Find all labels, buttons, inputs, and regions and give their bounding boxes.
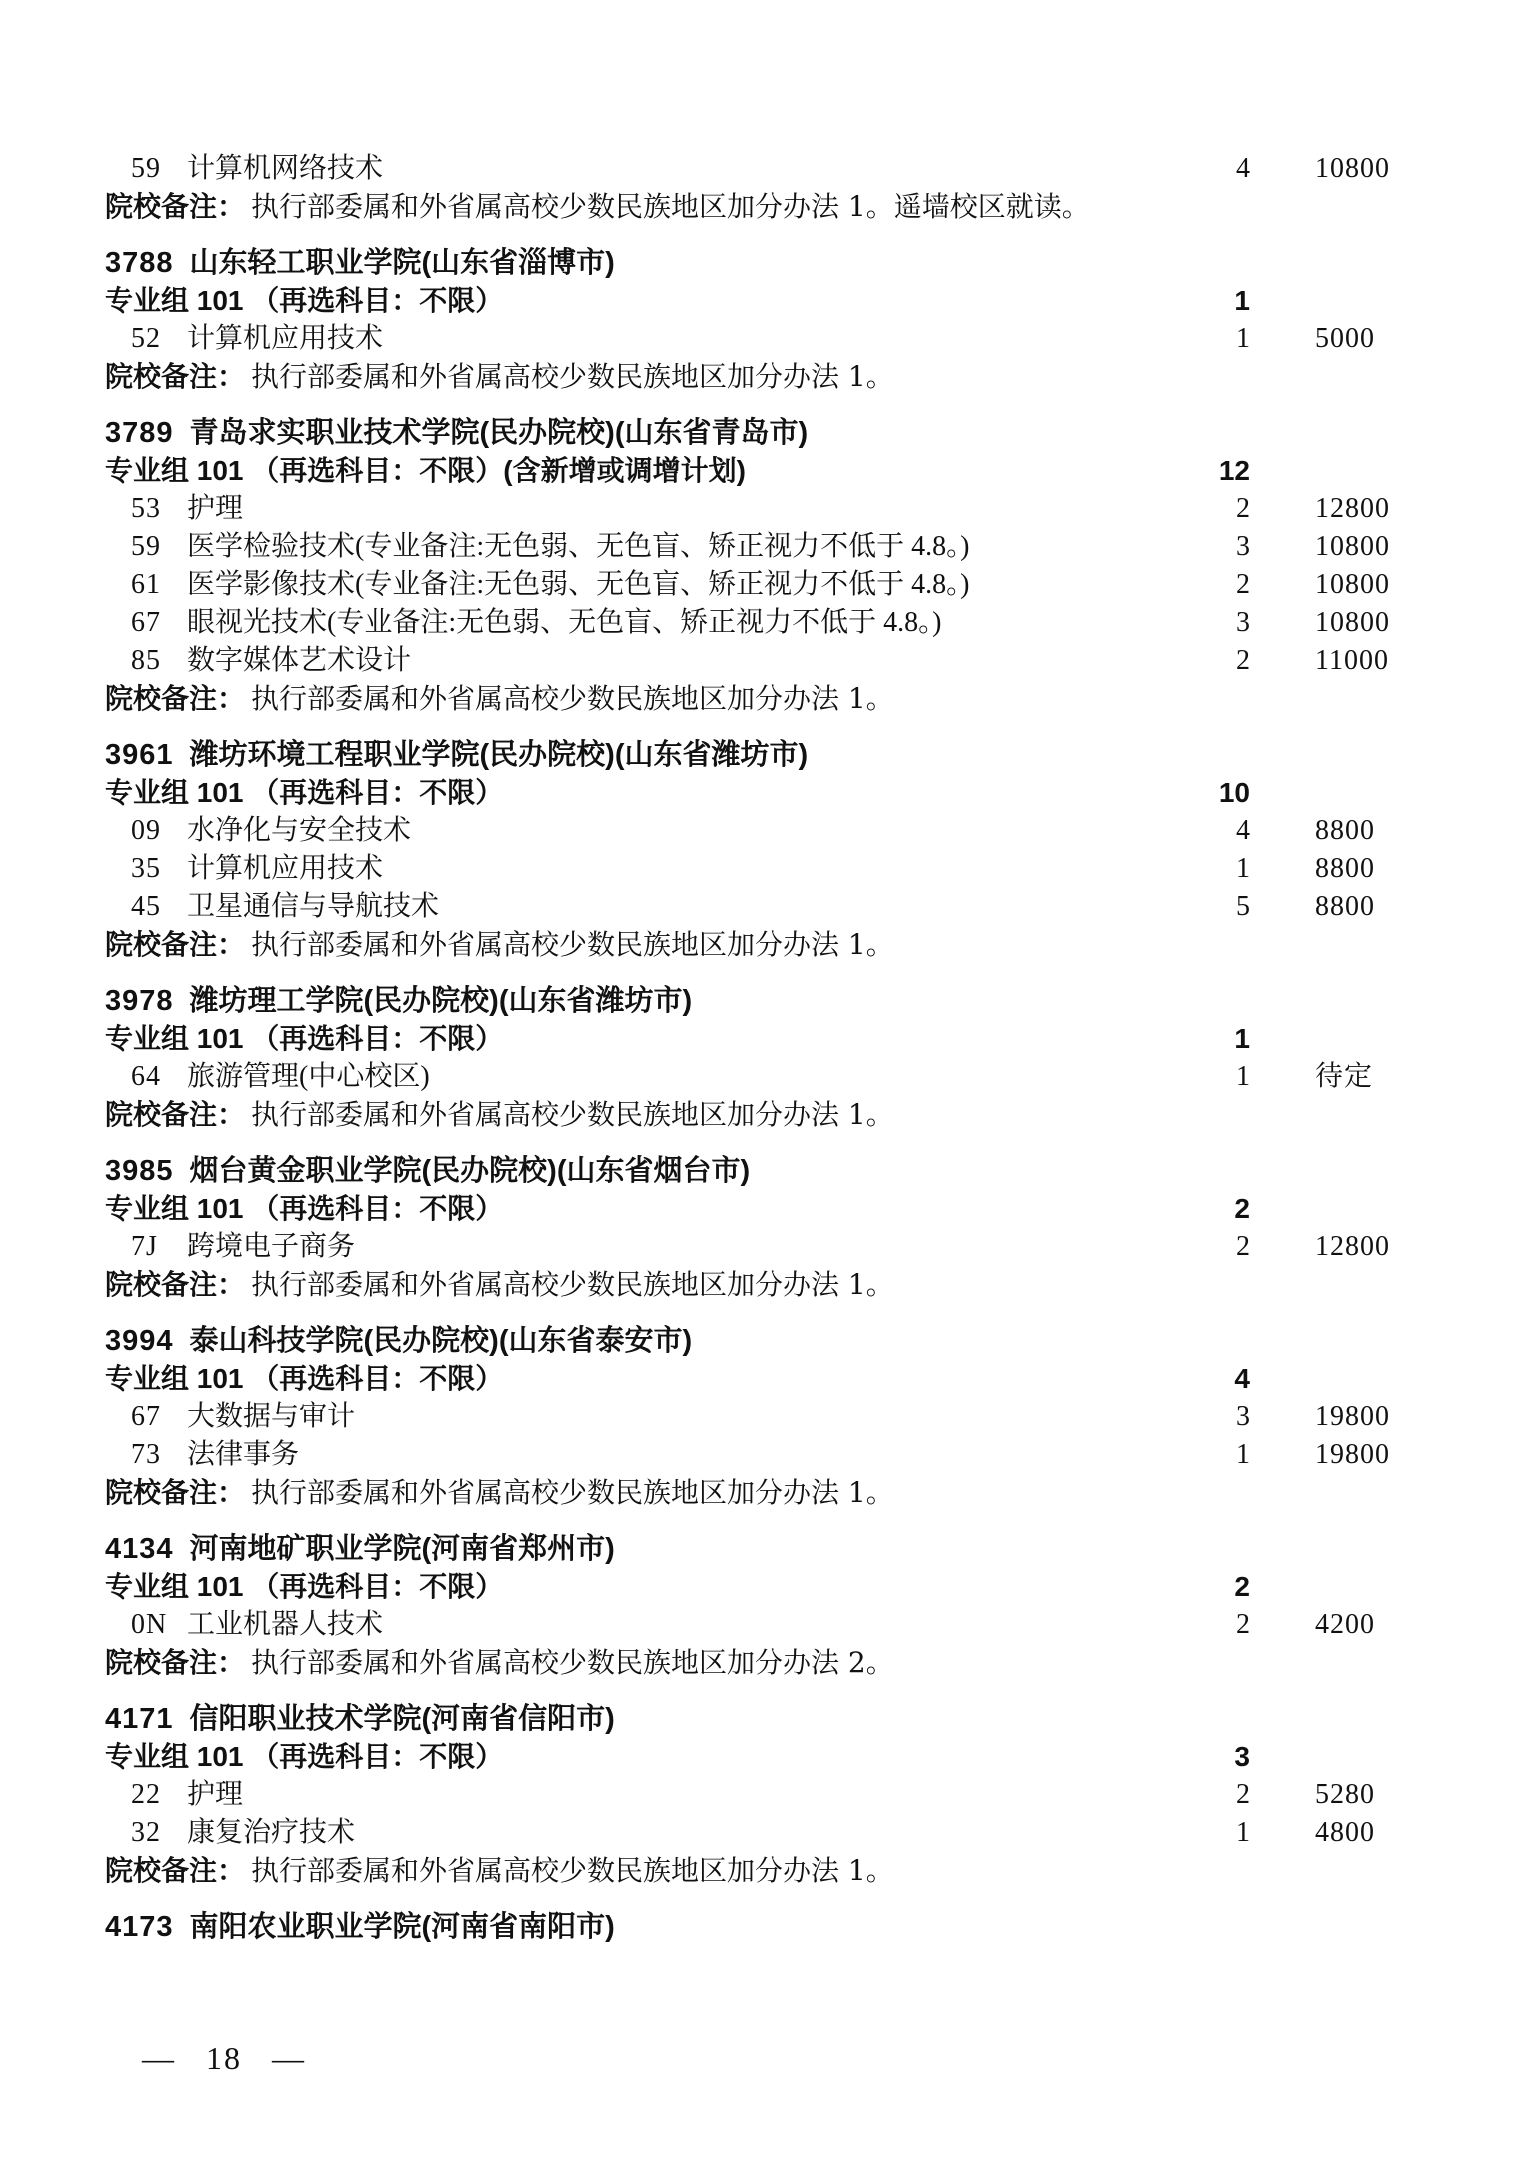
note-label: 院校备注： xyxy=(105,191,246,222)
note-text: 执行部委属和外省属高校少数民族地区加分办法 2。 xyxy=(251,1646,894,1679)
major-row xyxy=(105,320,1427,358)
major-row xyxy=(105,1814,1427,1852)
major-fee: 11000 xyxy=(1315,645,1389,676)
institution-code: 3994 xyxy=(105,1325,174,1357)
note-text: 执行部委属和外省属高校少数民族地区加分办法 1。 xyxy=(251,1098,894,1131)
major-group-row xyxy=(105,282,1427,320)
major-count: 1 xyxy=(1236,1439,1250,1470)
major-code: 7J xyxy=(131,1231,158,1262)
note-label: 院校备注： xyxy=(105,361,246,392)
major-name: 护理 xyxy=(187,1779,244,1810)
institution-section xyxy=(105,150,1427,226)
institution-code: 4171 xyxy=(105,1703,174,1735)
institution-note-row xyxy=(105,358,1427,396)
major-count: 2 xyxy=(1236,645,1250,676)
institution-note-row xyxy=(105,680,1427,718)
major-name: 计算机网络技术 xyxy=(187,153,384,184)
major-group-label: 专业组 101 （再选科目：不限） xyxy=(105,285,504,316)
note-label: 院校备注： xyxy=(105,1099,246,1130)
note-label: 院校备注： xyxy=(105,1647,246,1678)
major-group-row xyxy=(105,1020,1427,1058)
institution-name: 山东轻工职业学院(山东省淄博市) xyxy=(189,247,615,279)
institution-header-row xyxy=(105,736,1427,774)
major-count: 4 xyxy=(1236,815,1250,846)
institution-note-row xyxy=(105,926,1427,964)
major-code: 73 xyxy=(131,1439,161,1470)
institution-section xyxy=(105,1700,1427,1890)
major-group-row xyxy=(105,452,1427,490)
major-group-count: 12 xyxy=(1218,455,1250,486)
major-count: 2 xyxy=(1236,1779,1250,1810)
major-name: 康复治疗技术 xyxy=(187,1817,356,1848)
major-count: 2 xyxy=(1236,569,1250,600)
major-code: 59 xyxy=(131,153,161,184)
major-group-label: 专业组 101 （再选科目：不限） xyxy=(105,1363,504,1394)
major-fee: 10800 xyxy=(1315,607,1390,638)
major-count: 4 xyxy=(1236,153,1250,184)
institution-section xyxy=(105,1152,1427,1304)
institution-header-row xyxy=(105,414,1427,452)
major-code: 61 xyxy=(131,569,161,600)
major-code: 32 xyxy=(131,1817,161,1848)
major-name: 工业机器人技术 xyxy=(187,1609,384,1640)
major-name: 眼视光技术(专业备注:无色弱、无色盲、矫正视力不低于 4.8。) xyxy=(187,607,942,638)
institution-section xyxy=(105,1530,1427,1682)
major-group-row xyxy=(105,1738,1427,1776)
major-fee: 12800 xyxy=(1315,493,1390,524)
institution-name: 烟台黄金职业学院(民办院校)(山东省烟台市) xyxy=(189,1155,751,1187)
institution-header-row xyxy=(105,1152,1427,1190)
major-count: 1 xyxy=(1236,1061,1250,1092)
note-text: 执行部委属和外省属高校少数民族地区加分办法 1。 xyxy=(251,1854,894,1887)
institution-section xyxy=(105,1322,1427,1512)
major-fee: 8800 xyxy=(1315,891,1375,922)
institution-header-row xyxy=(105,1908,1427,1946)
major-row xyxy=(105,812,1427,850)
major-group-label: 专业组 101 （再选科目：不限） xyxy=(105,1571,504,1602)
note-text: 执行部委属和外省属高校少数民族地区加分办法 1。 xyxy=(251,360,894,393)
major-group-label: 专业组 101 （再选科目：不限） xyxy=(105,1023,504,1054)
major-name: 旅游管理(中心校区) xyxy=(187,1061,430,1092)
major-group-label: 专业组 101 （再选科目：不限） xyxy=(105,1193,504,1224)
note-text: 执行部委属和外省属高校少数民族地区加分办法 1。 xyxy=(251,682,894,715)
major-row xyxy=(105,1058,1427,1096)
major-group-count: 1 xyxy=(1234,1023,1250,1054)
major-fee: 待定 xyxy=(1315,1061,1374,1092)
major-code: 0N xyxy=(131,1609,168,1640)
major-fee: 19800 xyxy=(1315,1401,1390,1432)
major-code: 59 xyxy=(131,531,161,562)
major-group-count: 2 xyxy=(1234,1193,1250,1224)
major-name: 护理 xyxy=(187,493,244,524)
institution-name: 青岛求实职业技术学院(民办院校)(山东省青岛市) xyxy=(189,417,809,449)
institution-header-row xyxy=(105,1530,1427,1568)
institution-code: 3961 xyxy=(105,739,174,771)
major-code: 64 xyxy=(131,1061,161,1092)
major-name: 法律事务 xyxy=(187,1439,300,1470)
note-label: 院校备注： xyxy=(105,929,246,960)
major-group-row xyxy=(105,1568,1427,1606)
institution-name: 潍坊环境工程职业学院(民办院校)(山东省潍坊市) xyxy=(189,739,809,771)
institution-code: 3978 xyxy=(105,985,174,1017)
major-group-label: 专业组 101 （再选科目：不限）(含新增或调增计划) xyxy=(105,455,746,486)
major-count: 5 xyxy=(1236,891,1250,922)
note-label: 院校备注： xyxy=(105,683,246,714)
major-fee: 19800 xyxy=(1315,1439,1390,1470)
major-fee: 10800 xyxy=(1315,153,1390,184)
major-group-count: 2 xyxy=(1234,1571,1250,1602)
major-code: 67 xyxy=(131,1401,161,1432)
note-text: 执行部委属和外省属高校少数民族地区加分办法 1。 xyxy=(251,1476,894,1509)
major-row xyxy=(105,566,1427,604)
institution-header-row xyxy=(105,244,1427,282)
major-fee: 12800 xyxy=(1315,1231,1390,1262)
institution-header-row xyxy=(105,1700,1427,1738)
institution-name: 信阳职业技术学院(河南省信阳市) xyxy=(189,1703,615,1735)
major-code: 22 xyxy=(131,1779,161,1810)
major-code: 52 xyxy=(131,323,161,354)
major-row xyxy=(105,490,1427,528)
institution-section xyxy=(105,414,1427,718)
institution-section xyxy=(105,982,1427,1134)
note-label: 院校备注： xyxy=(105,1477,246,1508)
major-row xyxy=(105,1436,1427,1474)
institution-section xyxy=(105,736,1427,964)
major-name: 计算机应用技术 xyxy=(187,323,384,354)
major-count: 3 xyxy=(1236,531,1250,562)
institution-section xyxy=(105,244,1427,396)
institution-code: 3788 xyxy=(105,247,174,279)
major-name: 卫星通信与导航技术 xyxy=(187,891,440,922)
major-code: 45 xyxy=(131,891,161,922)
major-count: 2 xyxy=(1236,493,1250,524)
major-row xyxy=(105,1606,1427,1644)
note-label: 院校备注： xyxy=(105,1855,246,1886)
major-group-count: 4 xyxy=(1234,1363,1250,1394)
note-text: 执行部委属和外省属高校少数民族地区加分办法 1。 xyxy=(251,928,894,961)
major-row xyxy=(105,850,1427,888)
major-count: 3 xyxy=(1236,1401,1250,1432)
institution-code: 3789 xyxy=(105,417,174,449)
major-group-row xyxy=(105,774,1427,812)
institution-code: 4173 xyxy=(105,1911,174,1943)
major-fee: 10800 xyxy=(1315,569,1390,600)
major-fee: 8800 xyxy=(1315,853,1375,884)
institution-note-row xyxy=(105,188,1427,226)
major-code: 35 xyxy=(131,853,161,884)
major-row xyxy=(105,528,1427,566)
major-row xyxy=(105,1228,1427,1266)
note-label: 院校备注： xyxy=(105,1269,246,1300)
major-name: 数字媒体艺术设计 xyxy=(187,645,412,676)
institution-name: 泰山科技学院(民办院校)(山东省泰安市) xyxy=(189,1325,693,1357)
major-group-label: 专业组 101 （再选科目：不限） xyxy=(105,1741,504,1772)
note-text: 执行部委属和外省属高校少数民族地区加分办法 1。遥墙校区就读。 xyxy=(251,190,1090,223)
major-name: 跨境电子商务 xyxy=(187,1231,356,1262)
major-name: 大数据与审计 xyxy=(187,1401,356,1432)
major-name: 医学检验技术(专业备注:无色弱、无色盲、矫正视力不低于 4.8。) xyxy=(187,531,970,562)
major-code: 67 xyxy=(131,607,161,638)
institution-note-row xyxy=(105,1852,1427,1890)
page-number: — 18 — xyxy=(142,2040,306,2076)
institution-header-row xyxy=(105,982,1427,1020)
institution-code: 4134 xyxy=(105,1533,174,1565)
major-row xyxy=(105,1776,1427,1814)
major-group-row xyxy=(105,1360,1427,1398)
institution-header-row xyxy=(105,1322,1427,1360)
major-row xyxy=(105,604,1427,642)
major-count: 3 xyxy=(1236,607,1250,638)
major-count: 2 xyxy=(1236,1231,1250,1262)
institution-code: 3985 xyxy=(105,1155,174,1187)
institution-name: 南阳农业职业学院(河南省南阳市) xyxy=(189,1911,615,1943)
major-count: 1 xyxy=(1236,1817,1250,1848)
major-code: 53 xyxy=(131,493,161,524)
institution-note-row xyxy=(105,1266,1427,1304)
major-group-label: 专业组 101 （再选科目：不限） xyxy=(105,777,504,808)
institution-note-row xyxy=(105,1096,1427,1134)
major-name: 医学影像技术(专业备注:无色弱、无色盲、矫正视力不低于 4.8。) xyxy=(187,569,970,600)
major-row xyxy=(105,888,1427,926)
major-fee: 10800 xyxy=(1315,531,1390,562)
institution-section xyxy=(105,1908,1427,1946)
major-group-count: 3 xyxy=(1234,1741,1250,1772)
major-count: 2 xyxy=(1236,1609,1250,1640)
major-code: 09 xyxy=(131,815,161,846)
major-group-count: 10 xyxy=(1218,777,1250,808)
major-code: 85 xyxy=(131,645,161,676)
institution-note-row xyxy=(105,1644,1427,1682)
major-row xyxy=(105,642,1427,680)
note-text: 执行部委属和外省属高校少数民族地区加分办法 1。 xyxy=(251,1268,894,1301)
major-name: 水净化与安全技术 xyxy=(187,815,412,846)
major-fee: 8800 xyxy=(1315,815,1375,846)
major-count: 1 xyxy=(1236,853,1250,884)
institution-note-row xyxy=(105,1474,1427,1512)
major-row xyxy=(105,1398,1427,1436)
institution-name: 潍坊理工学院(民办院校)(山东省潍坊市) xyxy=(189,985,693,1017)
major-name: 计算机应用技术 xyxy=(187,853,384,884)
major-fee: 5280 xyxy=(1315,1779,1375,1810)
major-count: 1 xyxy=(1236,323,1250,354)
major-fee: 5000 xyxy=(1315,323,1375,354)
major-fee: 4800 xyxy=(1315,1817,1375,1848)
major-group-count: 1 xyxy=(1234,285,1250,316)
major-group-row xyxy=(105,1190,1427,1228)
institution-name: 河南地矿职业学院(河南省郑州市) xyxy=(189,1533,615,1565)
major-fee: 4200 xyxy=(1315,1609,1375,1640)
major-row xyxy=(105,150,1427,188)
